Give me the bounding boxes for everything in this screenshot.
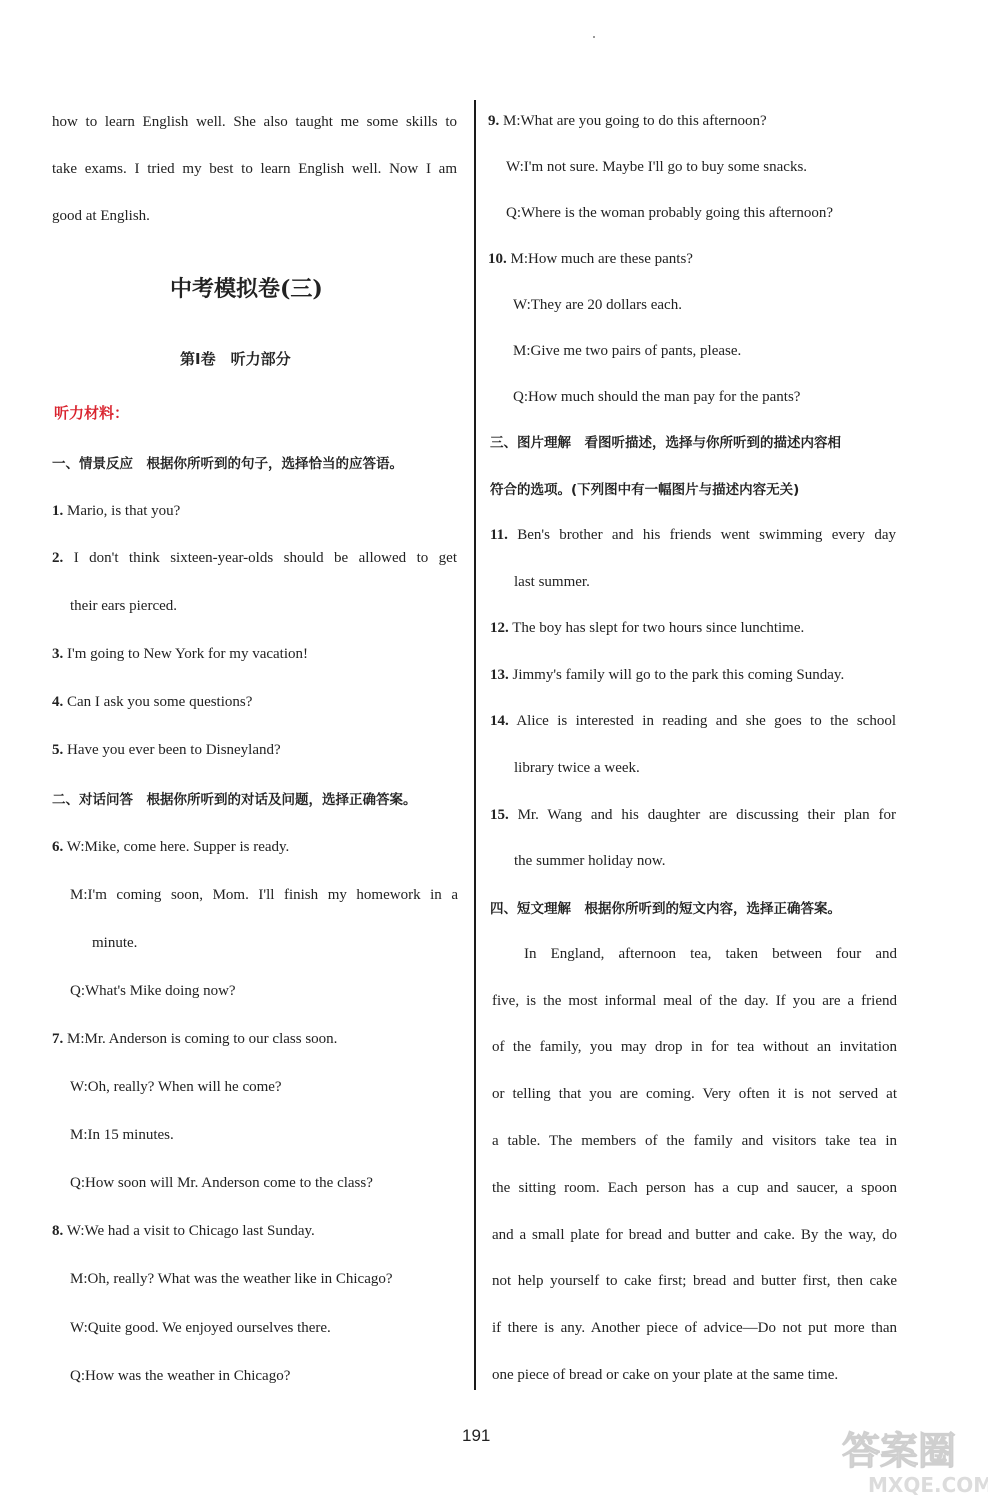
question-text: Have you ever been to Disneyland? — [67, 742, 281, 758]
question-11 — [490, 525, 896, 545]
question-7 — [52, 1029, 337, 1049]
question-4 — [52, 692, 252, 712]
question-2 — [52, 548, 457, 568]
watermark-text: 答案圈 — [842, 1429, 957, 1473]
passage-line: if there is any. Another piece of advice—Do not put more than — [492, 1320, 897, 1336]
question-6 — [52, 837, 289, 857]
question-14 — [490, 711, 896, 731]
question-text: Can I ask you some questions? — [67, 694, 253, 710]
question-13 — [490, 665, 844, 685]
passage-line: a table. The members of the family and visitors take tea in — [492, 1133, 897, 1149]
question-number: 14. — [490, 713, 509, 729]
dialogue-line: M:Oh, really? What was the weather like in Chicago? — [70, 1271, 393, 1287]
passage-line: and a small plate for bread and butter and cake. By the way, do — [492, 1227, 897, 1243]
question-number: 10. — [488, 251, 507, 267]
passage-line: the sitting room. Each person has a cup and saucer, a spoon — [492, 1180, 897, 1196]
question-10 — [488, 249, 693, 269]
dialogue-line: W:Quite good. We enjoyed ourselves there. — [70, 1320, 331, 1336]
dialogue-question: Q:What's Mike doing now? — [70, 983, 236, 999]
question-continuation: their ears pierced. — [70, 598, 178, 614]
dialogue-line: M:What are you going to do this afternoon? — [503, 113, 767, 129]
question-continuation: library twice a week. — [514, 760, 640, 776]
question-15 — [490, 805, 896, 825]
question-text: The boy has slept for two hours since lunchtime. — [512, 620, 805, 636]
watermark-url: MXQE.COM — [868, 1473, 988, 1497]
dialogue-continuation: minute. — [92, 935, 138, 951]
question-text: Jimmy's family will go to the park this coming Sunday. — [512, 667, 845, 683]
question-number: 7. — [52, 1031, 64, 1047]
question-text: I'm going to New York for my vacation! — [67, 646, 309, 662]
section-subtitle: 第Ⅰ卷 听力部分 — [180, 350, 291, 368]
dialogue-line: W:We had a visit to Chicago last Sunday. — [66, 1223, 315, 1239]
question-number: 15. — [490, 807, 509, 823]
intro-line: good at English. — [52, 208, 150, 224]
question-1 — [52, 501, 180, 521]
question-number: 13. — [490, 667, 509, 683]
passage-line: five, is the most informal meal of the day. If you are a friend — [492, 993, 897, 1009]
passage-line: of the family, you may drop in for tea without an invitation — [492, 1039, 897, 1055]
section-heading: 三、图片理解 看图听描述，选择与你所听到的描述内容相 — [490, 435, 841, 451]
dialogue-line: M:In 15 minutes. — [70, 1127, 174, 1143]
dialogue-line: M:I'm coming soon, Mom. I'll finish my homework in a — [70, 887, 458, 903]
question-number: 8. — [52, 1223, 64, 1239]
question-8 — [52, 1221, 315, 1241]
dialogue-line: W:They are 20 dollars each. — [513, 297, 682, 313]
listening-material-label: 听力材料： — [54, 404, 130, 422]
passage-line: or telling that you are coming. Very often it is not served at — [492, 1086, 897, 1102]
question-12 — [490, 618, 804, 638]
question-number: 3. — [52, 646, 64, 662]
intro-line: take exams. I tried my best to learn English well. Now I am — [52, 161, 457, 177]
dialogue-line: M:How much are these pants? — [510, 251, 693, 267]
intro-line: how to learn English well. She also taught me some skills to — [52, 114, 457, 130]
question-number: 6. — [52, 839, 64, 855]
passage-line: not help yourself to cake first; bread and butter first, then cake — [492, 1273, 897, 1289]
question-text: Mario, is that you? — [67, 503, 181, 519]
dialogue-question: Q:How was the weather in Chicago? — [70, 1368, 291, 1384]
dialogue-line: W:I'm not sure. Maybe I'll go to buy some snacks. — [506, 159, 808, 175]
question-text: Alice is interested in reading and she goes to the school — [516, 713, 896, 729]
exam-title: 中考模拟卷(三) — [170, 276, 323, 302]
dialogue-question: Q:Where is the woman probably going this afternoon? — [506, 205, 833, 221]
dialogue-question: Q:How much should the man pay for the pants? — [513, 389, 801, 405]
dialogue-question: Q:How soon will Mr. Anderson come to the class? — [70, 1175, 373, 1191]
section-heading-cont: 符合的选项。(下列图中有一幅图片与描述内容无关) — [490, 482, 800, 498]
question-number: 9. — [488, 113, 500, 129]
question-9 — [488, 111, 767, 131]
dialogue-line: W:Oh, really? When will he come? — [70, 1079, 282, 1095]
question-continuation: last summer. — [514, 574, 590, 590]
question-text: Ben's brother and his friends went swimming every day — [517, 527, 896, 543]
section-heading: 二、对话问答 根据你所听到的对话及问题，选择正确答案。 — [52, 792, 417, 808]
section-heading: 四、短文理解 根据你所听到的短文内容，选择正确答案。 — [490, 901, 841, 917]
question-number: 5. — [52, 742, 64, 758]
question-number: 4. — [52, 694, 64, 710]
question-5 — [52, 740, 281, 760]
dialogue-line: M:Mr. Anderson is coming to our class soon. — [67, 1031, 338, 1047]
question-text: Mr. Wang and his daughter are discussing their plan for — [517, 807, 897, 823]
scan-speck — [593, 36, 595, 38]
question-number: 1. — [52, 503, 64, 519]
passage-line: In England, afternoon tea, taken between four and — [524, 946, 897, 962]
column-divider — [474, 100, 476, 1390]
dialogue-line: W:Mike, come here. Supper is ready. — [66, 839, 290, 855]
question-3 — [52, 644, 308, 664]
dialogue-line: M:Give me two pairs of pants, please. — [513, 343, 742, 359]
question-continuation: the summer holiday now. — [514, 853, 666, 869]
question-number: 2. — [52, 550, 64, 566]
watermark-logo — [838, 1420, 988, 1498]
section-heading: 一、情景反应 根据你所听到的句子，选择恰当的应答语。 — [52, 456, 403, 472]
page-number: 191 — [462, 1426, 491, 1445]
question-number: 11. — [490, 527, 508, 543]
question-text: I don't think sixteen-year-olds should be allowed to get — [73, 550, 457, 566]
passage-line: one piece of bread or cake on your plate at the same time. — [492, 1367, 839, 1383]
question-number: 12. — [490, 620, 509, 636]
watermark-logo-svg — [838, 1420, 988, 1498]
